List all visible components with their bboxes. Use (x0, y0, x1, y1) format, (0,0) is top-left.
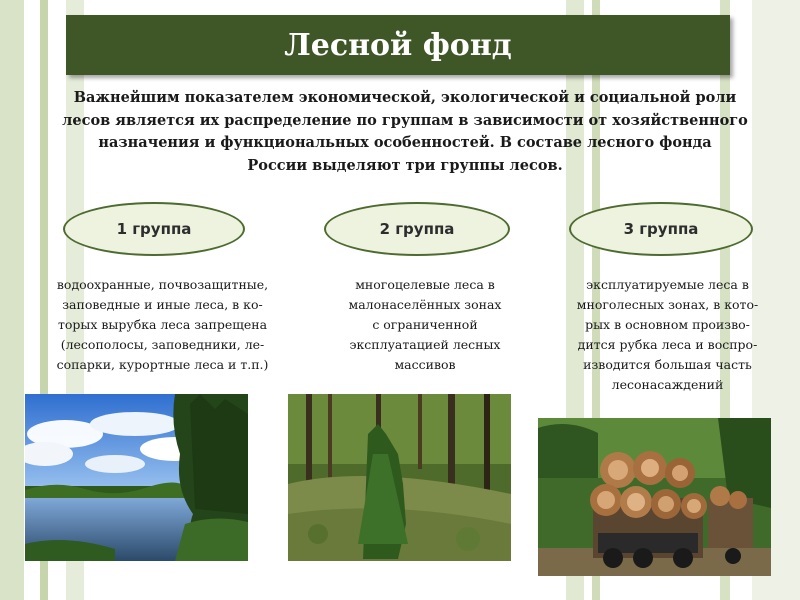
group-1-oval (63, 202, 245, 256)
intro-line: России выделяют три группы лесов. (247, 156, 563, 174)
group-1-description (20, 275, 305, 375)
description-line: изводится большая часть (583, 357, 752, 372)
intro-line: назначения и функциональных особенностей. В составе лесного фонда (98, 134, 712, 151)
description-line: многолесных зонах, в кото- (576, 297, 759, 312)
group-3-description (540, 275, 795, 395)
description-line: с ограниченной (372, 317, 478, 332)
description-line: заповедные и иные леса, в ко- (62, 297, 263, 312)
description-line: эксплуатацией лесных (349, 337, 501, 352)
intro-line: Важнейшим показателем экономической, экологической и социальной роли (73, 89, 737, 106)
group-3-oval (569, 202, 753, 256)
group-3-label: 3 группа (623, 220, 699, 238)
intro-line: лесов является их распределение по группам в зависимости от хозяйственного (62, 111, 748, 129)
group-2-description (300, 275, 550, 375)
group-2-label: 2 группа (379, 220, 455, 238)
pine-forest-illustration (288, 394, 511, 561)
description-line: эксплуатируемые леса в (586, 277, 749, 292)
description-line: рых в основном произво- (585, 317, 750, 332)
river-forest-illustration (25, 394, 248, 561)
intro-paragraph (30, 87, 780, 177)
description-line: (лесополосы, заповедники, ле- (60, 337, 265, 352)
description-line: массивов (394, 357, 456, 372)
description-line: торых вырубка леса запрещена (57, 317, 268, 332)
group-2-oval (324, 202, 510, 256)
description-line: дится рубка леса и воспро- (577, 337, 758, 352)
group-1-label: 1 группа (116, 220, 192, 238)
description-line: водоохранные, почвозащитные, (56, 277, 269, 292)
logging-trucks-photo (538, 418, 771, 576)
logging-trucks-illustration (538, 418, 771, 576)
title-banner (66, 15, 730, 75)
description-line: малонаселённых зонах (348, 297, 502, 312)
description-line: сопарки, курортные леса и т.п.) (56, 357, 269, 372)
slide-title: Лесной фонд (284, 27, 512, 63)
description-line: многоцелевые леса в (355, 277, 495, 292)
young-pine-forest-photo (288, 394, 511, 561)
river-forest-photo (25, 394, 248, 561)
description-line: лесонасаждений (611, 377, 724, 392)
